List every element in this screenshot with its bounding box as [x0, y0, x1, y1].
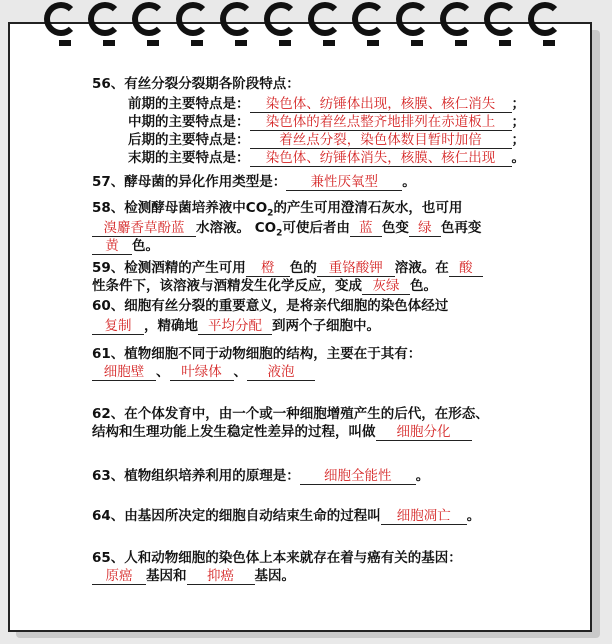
q57-answer: 兼性厌氧型 [286, 175, 402, 191]
q56-row-prophase [128, 96, 525, 113]
q60-answer: 平均分配 [198, 319, 272, 335]
q61-sep: 、 [233, 364, 247, 380]
spiral-ring-icon [484, 2, 518, 36]
q62-text: 结构和生理功能上发生稳定性差异的过程，叫做 [92, 424, 376, 440]
q59-answer: 酸 [449, 261, 483, 277]
q58-text: 色变 [381, 220, 409, 236]
q60-text: 到两个子细胞中。 [272, 318, 380, 334]
spiral-ring-icon [176, 2, 210, 36]
q61-sep: 、 [156, 364, 170, 380]
q59-line2 [92, 278, 437, 295]
q65-answer: 原癌 [92, 569, 146, 585]
q62-answer: 细胞分化 [376, 425, 472, 441]
q60-line1: 60、细胞有丝分裂的重要意义，是将亲代细胞的染色体经过 [92, 298, 449, 314]
spiral-ring-icon [440, 2, 474, 36]
q57-end: 。 [402, 174, 416, 190]
q59-text: 色。 [410, 278, 437, 294]
q58-text: 色。 [132, 238, 159, 254]
q61-answer: 液泡 [247, 365, 315, 381]
q64 [92, 508, 480, 525]
q59-answer: 橙 [246, 261, 290, 277]
q58-answer: 溴麝香草酚蓝 [92, 221, 196, 237]
q59-text: 59、检测酒精的产生可用 [92, 260, 246, 276]
q56-answer: 着丝点分裂，染色体数目暂时加倍 [250, 133, 512, 149]
q60-line2 [92, 318, 380, 335]
q56-label: 后期的主要特点是： [128, 132, 250, 148]
q57-text: 57、酵母菌的异化作用类型是： [92, 174, 287, 190]
q58-text: 水溶液。 CO [196, 220, 277, 236]
q56-answer: 染色体、纺锤体消失，核膜、核仁出现 [250, 151, 512, 167]
q56-end: 。 [511, 150, 525, 166]
q60-answer: 复制 [92, 319, 144, 335]
q56-row-anaphase [128, 132, 525, 149]
q56-label: 前期的主要特点是： [128, 96, 250, 112]
q62-line1: 62、在个体发育中，由一个或一种细胞增殖产生的后代，在形态、 [92, 406, 489, 422]
spiral-ring-icon [308, 2, 342, 36]
q63-text: 63、植物组织培养利用的原理是： [92, 468, 300, 484]
q56-row-telophase [128, 150, 525, 167]
q58-line3 [92, 238, 159, 255]
q65-text: 基因。 [254, 568, 295, 584]
q56-label: 末期的主要特点是： [128, 150, 250, 166]
q58-text: 的产生可用澄清石灰水，也可用 [273, 200, 463, 216]
q61-line2 [92, 364, 315, 381]
q64-answer: 细胞凋亡 [381, 509, 467, 525]
q56-answer: 染色体、纺锤体出现，核膜、核仁消失 [250, 97, 512, 113]
q61-answer: 叶绿体 [170, 365, 234, 381]
q56-row-metaphase [128, 114, 525, 131]
q56-end: ； [511, 96, 525, 112]
spiral-ring-icon [88, 2, 122, 36]
q56-answer: 染色体的着丝点整齐地排列在赤道板上 [250, 115, 512, 131]
spiral-ring-icon [220, 2, 254, 36]
q56-label: 中期的主要特点是： [128, 114, 250, 130]
q62-line2 [92, 424, 472, 441]
q64-text: 64、由基因所决定的细胞自动结束生命的过程叫 [92, 508, 381, 524]
q65-line2 [92, 568, 295, 585]
q59-answer: 灰绿 [362, 279, 410, 295]
q59-text: 性条件下，该溶液与酒精发生化学反应，变成 [92, 278, 362, 294]
q58-answer: 黄 [92, 239, 132, 255]
q59-text: 溶液。在 [394, 260, 449, 276]
q65-line1: 65、人和动物细胞的染色体上本来就存在着与癌有关的基因： [92, 550, 462, 566]
spiral-ring-icon [264, 2, 298, 36]
q59-line1 [92, 260, 483, 277]
q63 [92, 468, 429, 485]
q65-answer: 抑癌 [187, 569, 255, 585]
spiral-ring-icon [396, 2, 430, 36]
q58-sub: 2 [276, 228, 283, 239]
q59-answer: 重铬酸钾 [317, 261, 395, 277]
q58-answer: 绿 [409, 221, 441, 237]
q57 [92, 174, 416, 191]
q58-text: 58、检测酵母菌培养液中CO [92, 200, 268, 216]
spiral-ring-icon [132, 2, 166, 36]
q58-sub: 2 [267, 208, 274, 219]
q65-text: 基因和 [146, 568, 187, 584]
q56-title: 56、有丝分裂分裂期各阶段特点： [92, 76, 300, 92]
q59-text: 色的 [289, 260, 317, 276]
q63-end: 。 [415, 468, 430, 484]
q58-text: 色再变 [440, 220, 482, 236]
q61-answer: 细胞壁 [92, 365, 156, 381]
q56-end: ； [511, 114, 525, 130]
q61-line1: 61、植物细胞不同于动物细胞的结构，主要在于其有： [92, 346, 422, 362]
spiral-ring-icon [352, 2, 386, 36]
q58-answer: 蓝 [350, 221, 382, 237]
q60-text: ，精确地 [144, 318, 198, 334]
q64-end: 。 [466, 508, 481, 524]
q63-answer: 细胞全能性 [300, 469, 416, 485]
spiral-ring-icon [528, 2, 562, 36]
q58-text: 可使后者由 [282, 220, 350, 236]
q56-end: ； [511, 132, 525, 148]
spiral-ring-icon [44, 2, 78, 36]
